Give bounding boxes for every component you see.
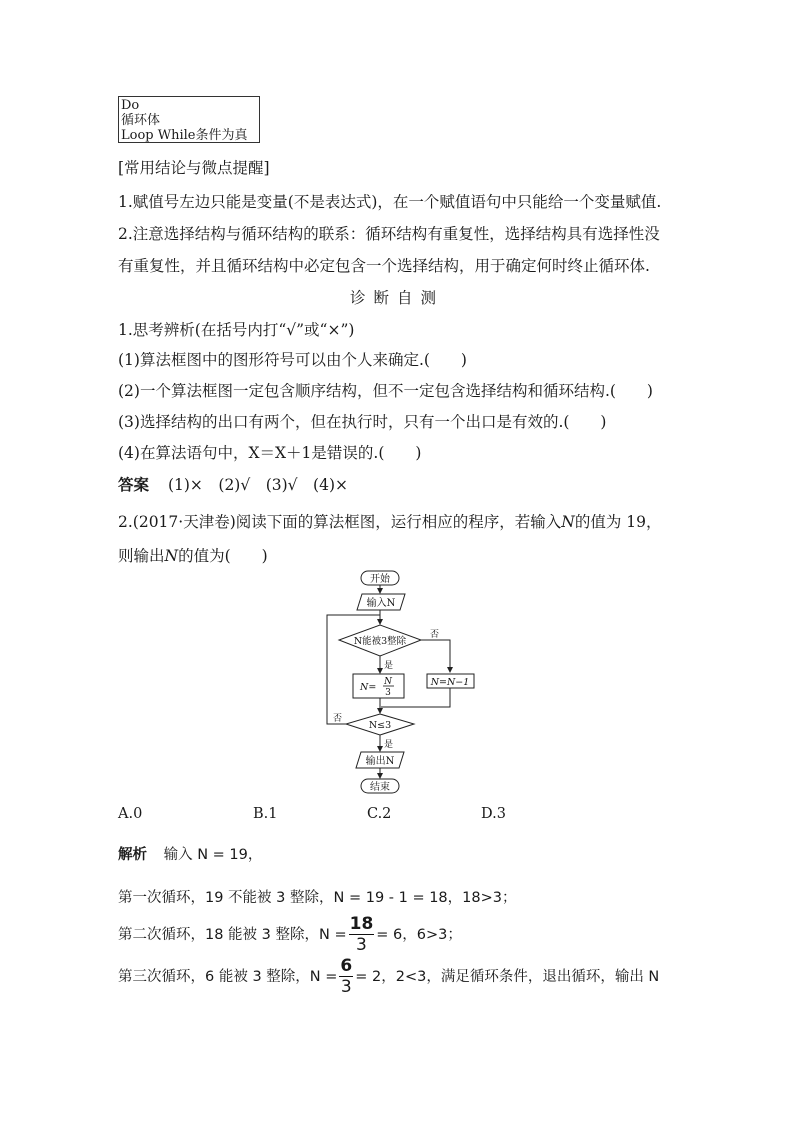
loop-line-while: Loop While条件为真 (121, 128, 248, 143)
loop-line-do: Do (121, 98, 140, 113)
fc-assign-minus-text: N=N−1 (430, 677, 470, 688)
q2-var-n: N (561, 513, 575, 531)
fc-assign-div-num: N (384, 677, 392, 687)
solution-l2a: 第二次循环，18 能被 3 整除，N = (118, 927, 347, 943)
fc-yes1-text: 是 (384, 661, 394, 671)
q1-item-2: (2)一个算法框图一定包含顺序结构，但不一定包含选择结构和循环结构.( ) (118, 382, 653, 400)
common-point-2b: 有重复性，并且循环结构中必定包含一个选择结构，用于确定何时终止循环体. (118, 257, 650, 275)
q2-stem-d: 的值为( ) (178, 547, 268, 565)
fc-cond2-text: N≤3 (368, 720, 392, 731)
q1-stem: 1.思考辨析(在括号内打“√”或“×”) (118, 321, 355, 339)
solution-line-1: 第一次循环，19 不能被 3 整除，N = 19 - 1 = 18，18>3； (118, 890, 517, 906)
fc-assign-div-left: N= (360, 682, 377, 693)
q1-item-3: (3)选择结构的出口有两个，但在执行时，只有一个出口是有效的.( ) (118, 413, 607, 431)
section-title: 诊断自测 (349, 289, 444, 307)
answer-label: 答案 (118, 475, 150, 494)
fc-no2-text: 否 (333, 714, 343, 724)
loop-line-body: 循环体 (121, 113, 161, 128)
q1-item-1: (1)算法框图中的图形符号可以由个人来确定.( ) (118, 351, 467, 369)
common-point-1: 1.赋值号左边只能是变量(不是表达式)，在一个赋值语句中只能给一个变量赋值. (118, 193, 662, 211)
solution-l3a: 第三次循环，6 能被 3 整除，N = (118, 969, 338, 985)
solution-label: 解析 (118, 847, 147, 863)
solution-l3b: = 2，2<3，满足循环条件，退出循环，输出 N (355, 969, 660, 985)
fc-yes2-text: 是 (384, 740, 394, 750)
solution-line-2 (118, 916, 462, 954)
fc-no1-text: 否 (430, 630, 440, 640)
choice-c: C.2 (367, 806, 392, 822)
choice-d: D.3 (481, 806, 506, 822)
fc-start-text: 开始 (370, 574, 390, 585)
fc-end-text: 结束 (370, 782, 390, 793)
answer-text: (1)× (2)√ (3)√ (4)× (167, 476, 349, 494)
q2-stem-b: 的值为 19， (574, 513, 662, 531)
fraction-6-3: $\frac{6}{3}$ (340, 956, 353, 997)
solution-line-3 (118, 958, 659, 996)
common-point-2a: 2.注意选择结构与循环结构的联系：循环结构有重复性，选择结构具有选择性没 (118, 225, 660, 243)
fc-assign-div-den: 3 (385, 688, 391, 698)
solution-line-0 (118, 843, 262, 864)
solution-l2b: = 6，6>3； (376, 927, 462, 943)
fc-output-text: 输出N (365, 756, 395, 767)
q1-item-4: (4)在算法语句中，X＝X＋1是错误的.( ) (118, 444, 422, 462)
fc-cond1-text: N能被3整除 (353, 636, 407, 647)
choice-b: B.1 (253, 806, 278, 822)
fc-input-text: 输入N (366, 598, 396, 609)
q2-stem-c: 则输出 (118, 547, 165, 565)
fraction-18-3: $\frac{18}{3}$ (349, 914, 374, 955)
choice-a: A.0 (118, 806, 143, 822)
solution-l0: 输入 N = 19， (163, 847, 263, 863)
q2-stem-a: 2.(2017·天津卷)阅读下面的算法框图，运行相应的程序，若输入 (118, 513, 562, 531)
q2-var-n-2: N (164, 547, 179, 565)
common-heading: [常用结论与微点提醒] (118, 159, 270, 177)
